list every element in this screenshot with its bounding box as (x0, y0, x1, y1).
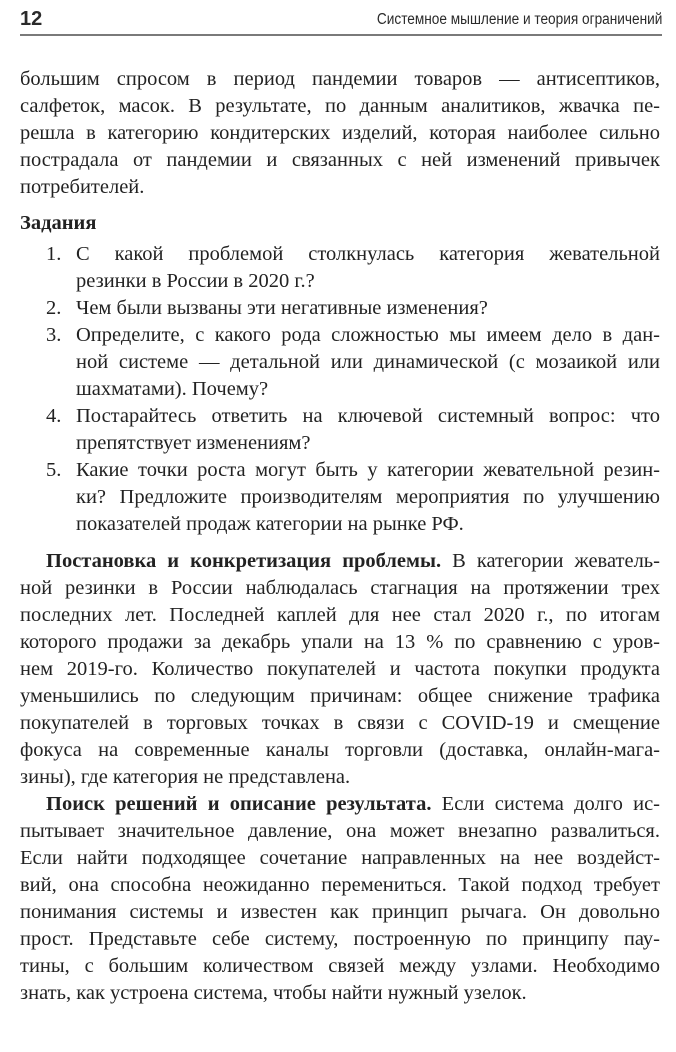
page-number: 12 (20, 8, 43, 30)
solution-first-line-rest: Если система долго ис- (431, 793, 660, 815)
text-line: зины), где категория не представлена. (20, 766, 351, 788)
running-title: Системное мышление и теория ограничений (376, 11, 662, 28)
list-item-line: Постарайтесь ответить на ключевой системный вопрос: что (76, 405, 660, 427)
list-item-line: Определите, с какого рода сложностью мы имеем дело в дан- (76, 324, 660, 346)
text-line: решла в категорию кондитерских изделий, которая наиболее сильно (20, 122, 660, 144)
text-line: тины, с большим количеством связей между узлами. Необходимо (20, 955, 660, 977)
text-line: последних лет. Последней каплей для нее стал 2020 г., по итогам (20, 604, 660, 626)
list-item-number: 3. (46, 324, 62, 346)
list-item (20, 295, 660, 322)
list-item (20, 241, 660, 295)
list-item-line: Какие точки роста могут быть у категории жевательной резин- (76, 459, 660, 481)
page-body (20, 66, 660, 1007)
text-line: прост. Представьте себе систему, построенную по принципу пау- (20, 928, 660, 950)
list-item (20, 403, 660, 457)
list-item-number: 2. (46, 297, 62, 319)
list-item-line: ной системе — детальной или динамической (с мозаикой или (76, 351, 660, 373)
text-line: нем 2019-го. Количество покупателей и частота покупки продукта (20, 658, 660, 680)
tasks-list (20, 241, 660, 538)
list-item-line: С какой проблемой столкнулась категория жевательной (76, 243, 660, 265)
problem-paragraph (20, 548, 660, 791)
text-line (20, 791, 660, 818)
intro-paragraph (20, 66, 660, 201)
solution-lead: Поиск решений и описание результата. (46, 793, 432, 815)
text-line: вий, она способна неожиданно перемениться. Такой подход требует (20, 874, 660, 896)
text-line: фокуса на современные каналы торговли (доставка, онлайн-мага- (20, 739, 660, 761)
page-header (20, 6, 662, 36)
list-item-line: резинки в России в 2020 г.? (76, 270, 315, 292)
text-line: пытывает значительное давление, она может внезапно развалиться. (20, 820, 660, 842)
text-line: Если найти подходящее сочетание направленных на нее воздейст- (20, 847, 660, 869)
list-item-line: шахматами). Почему? (76, 378, 269, 400)
text-line (20, 548, 660, 575)
text-line: знать, как устроена система, чтобы найти нужный узелок. (20, 982, 527, 1004)
list-item-number: 1. (46, 243, 62, 265)
text-line: пострадала от пандемии и связанных с ней изменений привычек (20, 149, 660, 171)
text-line: которого продажи за декабрь упали на 13 % по сравнению с уров- (20, 631, 660, 653)
text-line: понимания системы и известен как принцип рычага. Он довольно (20, 901, 660, 923)
problem-lead: Постановка и конкретизация проблемы. (46, 550, 442, 572)
list-item-line: ки? Предложите производителям мероприятия по улучшению (76, 486, 660, 508)
list-item-line: показателей продаж категории на рынке РФ. (76, 513, 464, 535)
text-line: потребителей. (20, 176, 145, 198)
list-item-line: препятствует изменениям? (76, 432, 311, 454)
text-line: ной резинки в России наблюдалась стагнация на протяжении трех (20, 577, 660, 599)
text-line: уменьшились по следующим причинам: общее снижение трафика (20, 685, 660, 707)
problem-first-line-rest: В категории жеватель- (441, 550, 660, 572)
tasks-heading: Задания (20, 212, 97, 234)
text-line: большим спросом в период пандемии товаров — антисептиков, (20, 68, 660, 90)
list-item (20, 322, 660, 403)
text-line: покупателей в торговых точках в связи с COVID-19 и смещение (20, 712, 660, 734)
list-item-number: 4. (46, 405, 62, 427)
list-item-number: 5. (46, 459, 62, 481)
list-item (20, 457, 660, 538)
text-line: салфеток, масок. В результате, по данным аналитиков, жвачка пе- (20, 95, 660, 117)
list-item-line: Чем были вызваны эти негативные изменения? (76, 297, 488, 319)
solution-paragraph (20, 791, 660, 1007)
